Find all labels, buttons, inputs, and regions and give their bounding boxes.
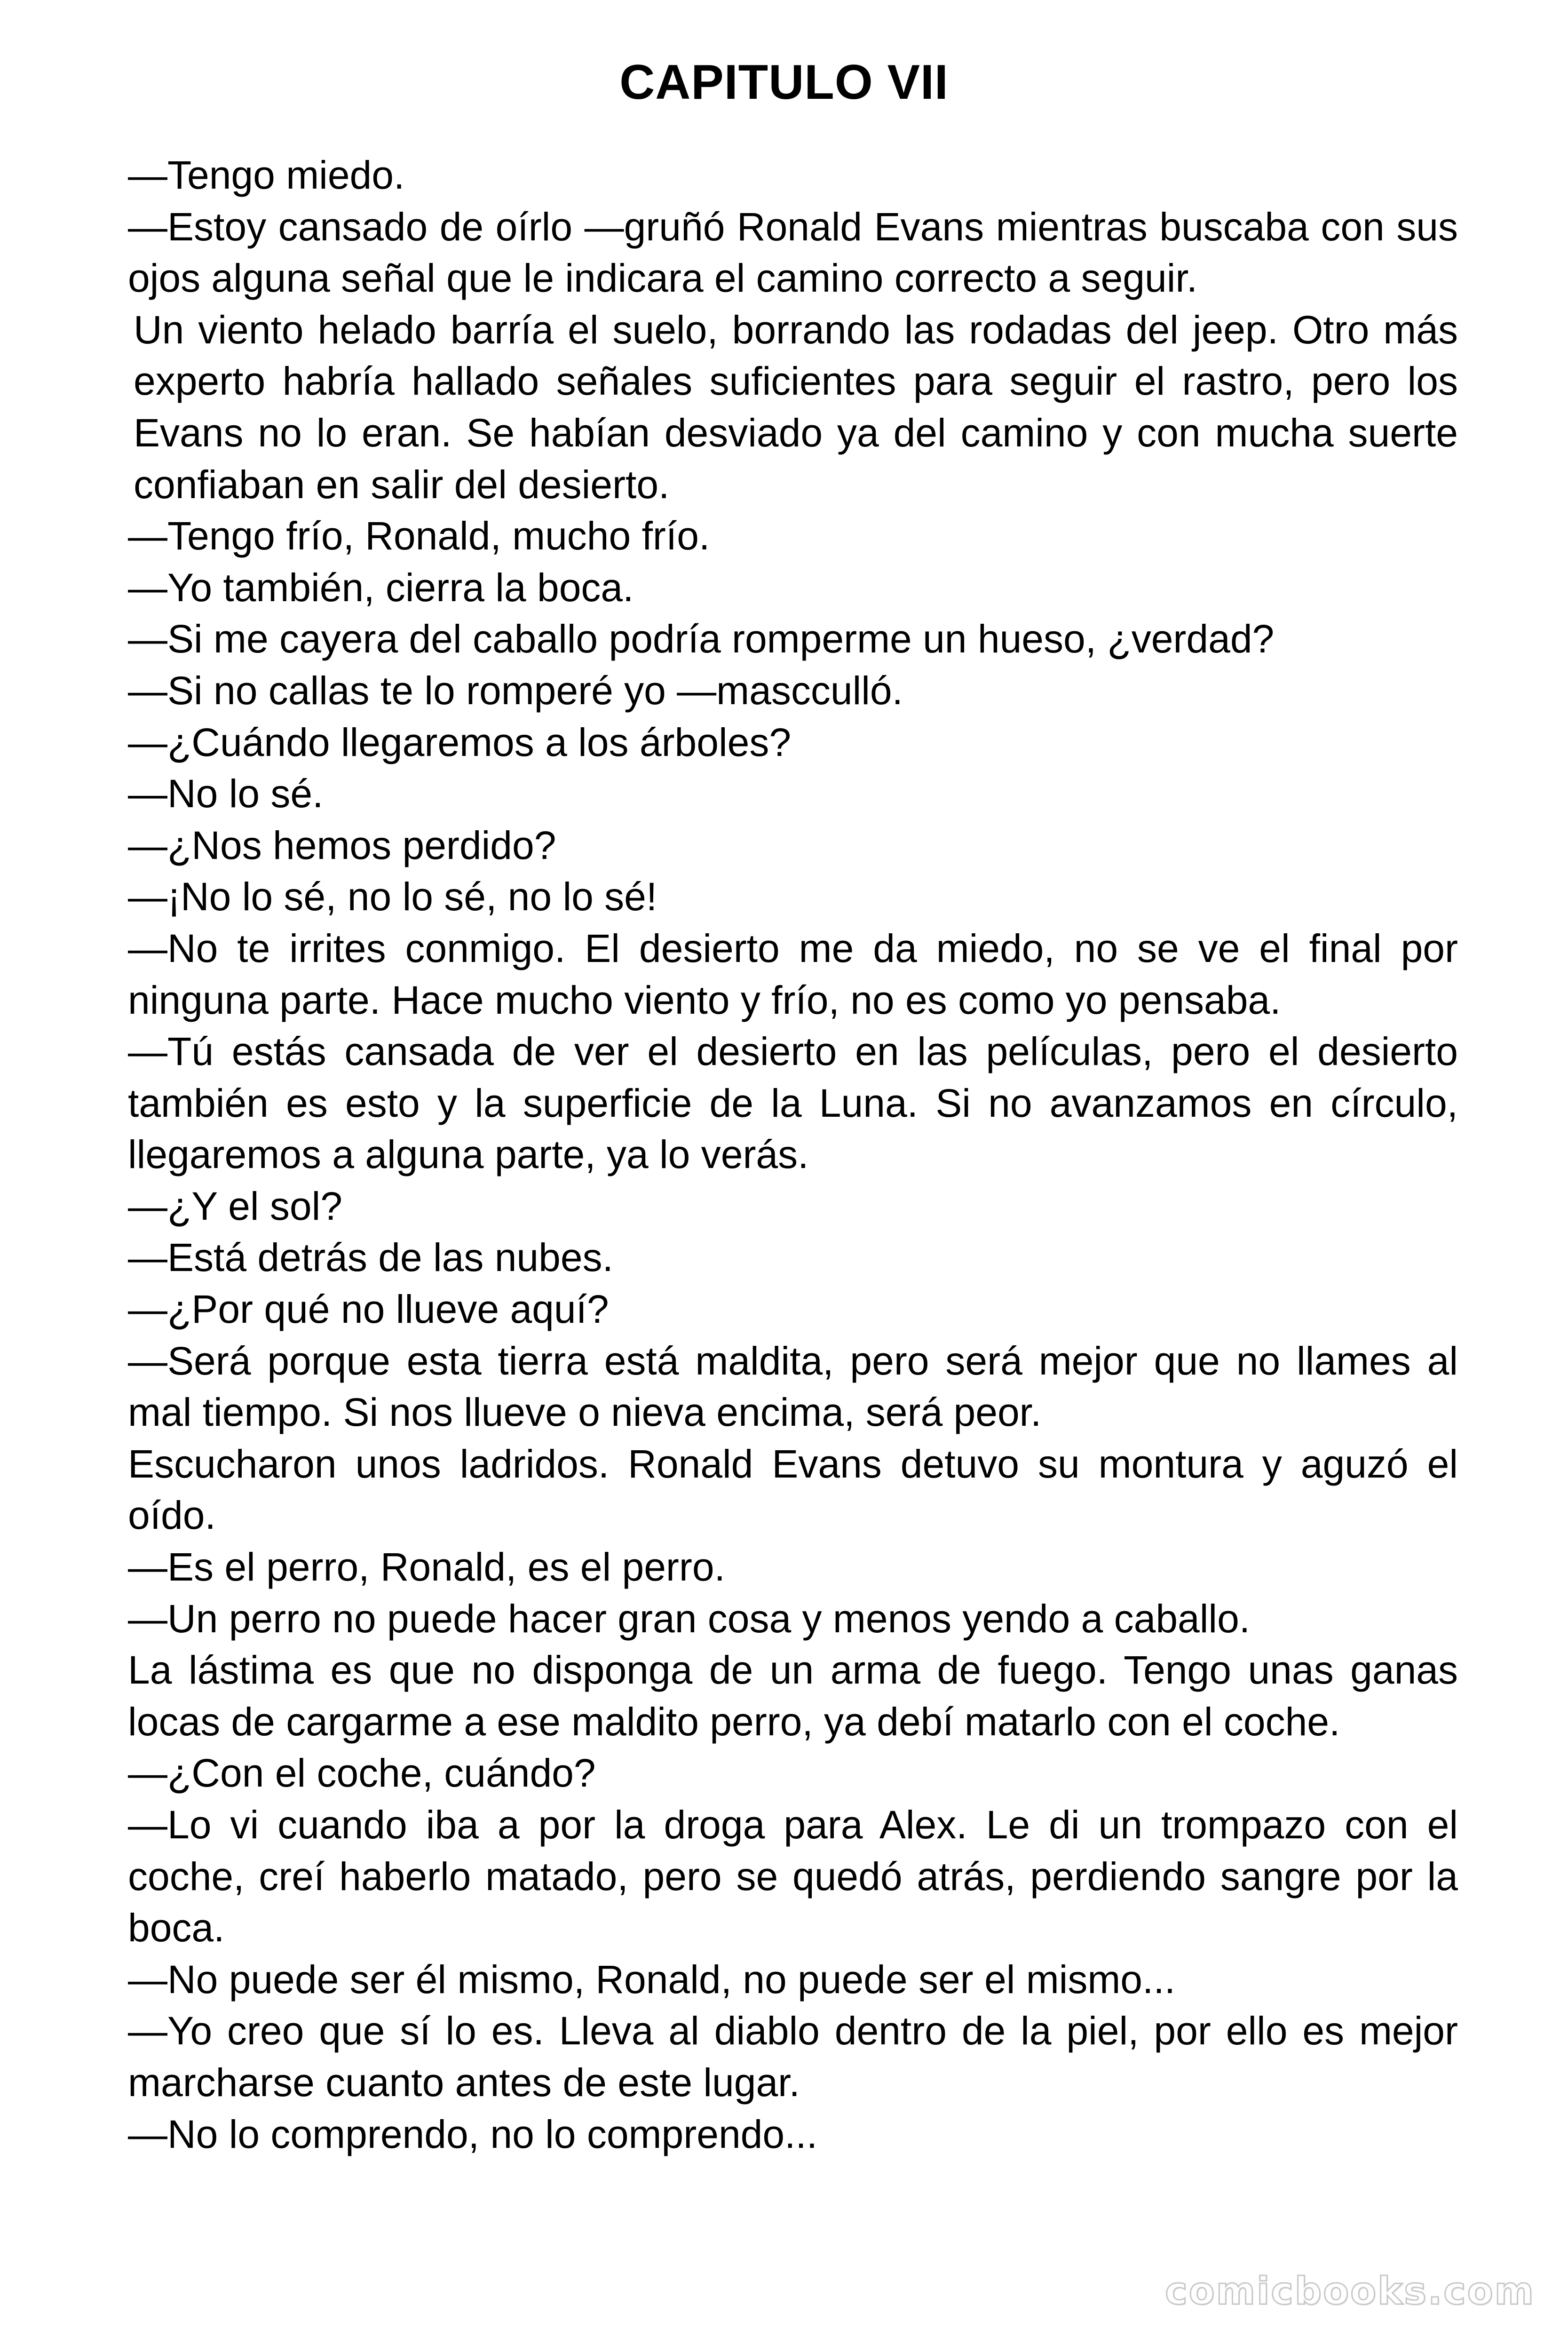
paragraph: —¿Cuándo llegaremos a los árboles? [128, 720, 792, 764]
paragraph: —Un perro no puede hacer gran cosa y menos yendo a caballo. [128, 1596, 1251, 1641]
paragraph: —No lo comprendo, no lo comprendo... [128, 2112, 818, 2156]
paragraph: —Es el perro, Ronald, es el perro. [128, 1545, 725, 1589]
paragraph: —Si no callas te lo romperé yo —mascculló. [128, 668, 903, 713]
paragraph: —Tú estás cansada de ver el desierto en las películas, pero el desierto también es esto y la superficie de la Luna. Si no avanzamos en círculo, llegaremos a alguna parte, ya lo verás. [128, 1029, 1458, 1177]
chapter-title: CAPITULO VII [619, 55, 949, 110]
paragraph: —¿Por qué no llueve aquí? [128, 1287, 609, 1332]
paragraph: —Yo también, cierra la boca. [128, 565, 634, 610]
paragraph: Escucharon unos ladridos. Ronald Evans detuvo su montura y aguzó el oído. [128, 1441, 1458, 1538]
paragraph: Un viento helado barría el suelo, borrando las rodadas del jeep. Otro más experto habría hallado señales suficientes para seguir el rastro, pero los Evans no lo eran. Se habían desviado ya del camino y con mucha suerte confiaban en salir del desierto. [134, 307, 1458, 507]
chapter-body [128, 150, 1458, 2160]
paragraph: —Estoy cansado de oírlo —gruñó Ronald Evans mientras buscaba con sus ojos alguna señal que le indicara el camino correcto a seguir. [128, 204, 1458, 301]
paragraph: —Lo vi cuando iba a por la droga para Alex. Le di un trompazo con el coche, creí haberlo matado, pero se quedó atrás, perdiendo sangre por la boca. [128, 1803, 1458, 1950]
paragraph: —Si me cayera del caballo podría romperme un hueso, ¿verdad? [128, 617, 1275, 661]
paragraph: —¿Con el coche, cuándo? [128, 1751, 596, 1796]
watermark: comicbooks.com [1165, 2269, 1535, 2313]
paragraph: —No lo sé. [128, 771, 324, 816]
paragraph: —Está detrás de las nubes. [128, 1235, 613, 1280]
paragraph: —Será porque esta tierra está maldita, pero será mejor que no llames al mal tiempo. Si nos llueve o nieva encima, será peor. [128, 1338, 1458, 1435]
paragraph: —¿Y el sol? [128, 1184, 342, 1228]
paragraph: La lástima es que no disponga de un arma de fuego. Tengo unas ganas locas de cargarme a ese maldito perro, ya debí matarlo con el coche. [128, 1648, 1458, 1744]
paragraph: —¡No lo sé, no lo sé, no lo sé! [128, 874, 657, 919]
paragraph: —No te irrites conmigo. El desierto me da miedo, no se ve el final por ninguna parte. Hace mucho viento y frío, no es como yo pensaba. [128, 926, 1458, 1022]
paragraph: —Tengo miedo. [128, 153, 405, 197]
paragraph: —¿Nos hemos perdido? [128, 823, 556, 867]
paragraph: —Tengo frío, Ronald, mucho frío. [128, 514, 710, 558]
paragraph: —Yo creo que sí lo es. Lleva al diablo dentro de la piel, por ello es mejor marcharse cuanto antes de este lugar. [128, 2009, 1458, 2105]
paragraph: —No puede ser él mismo, Ronald, no puede ser el mismo... [128, 1957, 1176, 2002]
